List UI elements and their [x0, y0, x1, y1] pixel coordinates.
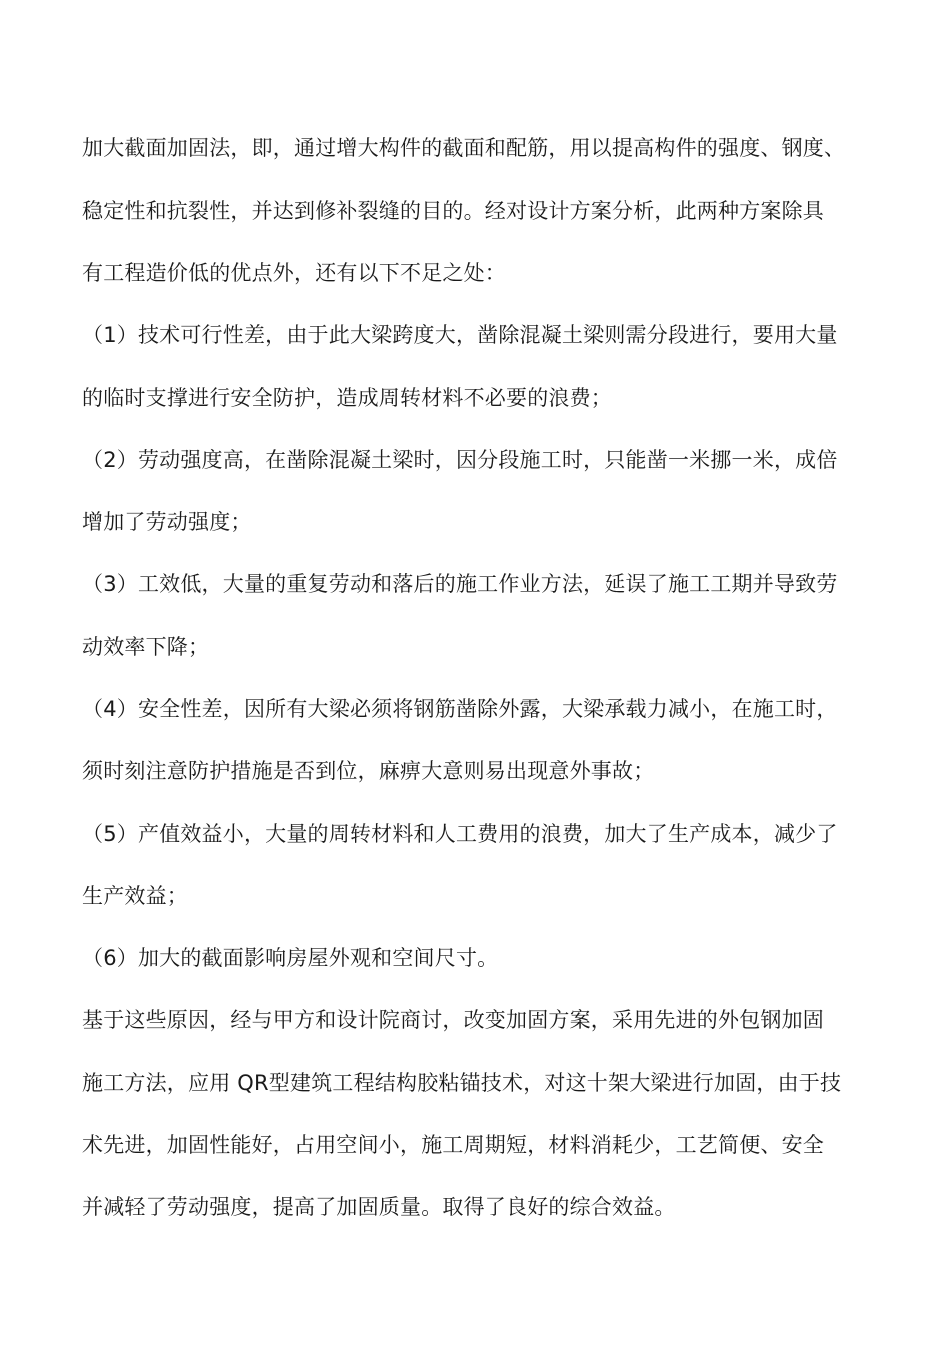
text-line: （4）安全性差，因所有大梁必须将钢筋凿除外露，大梁承载力减小，在施工时， [82, 697, 838, 721]
text-line: 稳定性和抗裂性，并达到修补裂缝的目的。经对设计方案分析，此两种方案除具 [82, 199, 824, 223]
text-line: 术先进，加固性能好，占用空间小，施工周期短，材料消耗少，工艺简便、安全 [82, 1133, 824, 1157]
text-line: 并减轻了劳动强度，提高了加固质量。取得了良好的综合效益。 [82, 1195, 676, 1219]
text-line: 有工程造价低的优点外，还有以下不足之处： [82, 261, 506, 285]
text-line: 生产效益； [82, 884, 188, 908]
text-line: （6）加大的截面影响房屋外观和空间尺寸。 [82, 946, 499, 970]
text-line: 增加了劳动强度； [82, 510, 252, 534]
text-line: （5）产值效益小，大量的周转材料和人工费用的浪费，加大了生产成本，减少了 [82, 822, 838, 846]
text-line: （3）工效低，大量的重复劳动和落后的施工作业方法，延误了施工工期并导致劳 [82, 572, 838, 596]
text-line: 的临时支撑进行安全防护，造成周转材料不必要的浪费； [82, 386, 612, 410]
text-line: 施工方法，应用 QR型建筑工程结构胶粘锚技术，对这十架大梁进行加固，由于技 [82, 1071, 842, 1095]
text-line: 动效率下降； [82, 635, 210, 659]
text-line: 加大截面加固法，即，通过增大构件的截面和配筋，用以提高构件的强度、钢度、 [82, 136, 846, 160]
text-line: 须时刻注意防护措施是否到位，麻痹大意则易出现意外事故； [82, 759, 655, 783]
text-line: 基于这些原因，经与甲方和设计院商讨，改变加固方案，采用先进的外包钢加固 [82, 1008, 824, 1032]
text-line: （1）技术可行性差，由于此大梁跨度大，凿除混凝土梁则需分段进行，要用大量 [82, 323, 838, 347]
text-line: （2）劳动强度高，在凿除混凝土梁时，因分段施工时，只能凿一米挪一米，成倍 [82, 448, 838, 472]
